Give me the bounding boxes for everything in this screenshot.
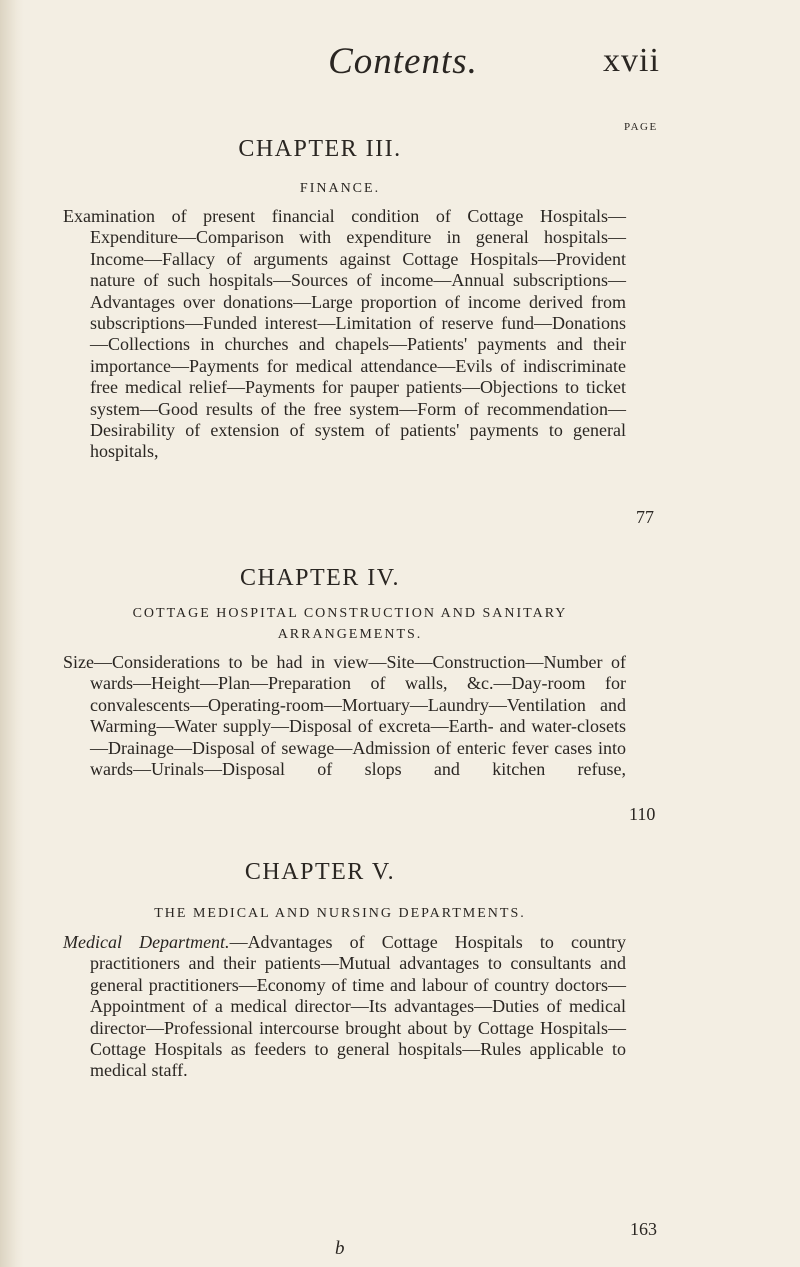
chapter-summary-5-text: —Advantages of Cottage Hospitals to country practitioners and their patients—Mutual advantages to consultants and general practitioners—Economy of time and labour of country doctors—Appointment of a medical director—Its advantages—Duties of medical director—Professional intercourse brought about by Cottage Hospitals—Cottage Hospitals as feeders to general hospitals—Rules applicable to medical staff.	[90, 932, 626, 1081]
signature-mark: b	[335, 1238, 345, 1259]
page-number-chapter-3: 77	[636, 507, 654, 527]
page-number-chapter-4: 110	[629, 804, 656, 824]
page-number-chapter-5: 163	[630, 1219, 657, 1239]
binding-gutter-shadow	[0, 0, 24, 1267]
running-head-title: Contents.	[328, 41, 478, 82]
section-lead-in: Medical Department.	[63, 932, 230, 952]
chapter-summary-3: Examination of present financial condition of Cottage Hospitals—Expenditure—Comparison with expenditure in general hospitals—Income—Fallacy of arguments against Cottage Hospitals—Provident nature of such hospitals—Sources of income—Annual subscriptions—Advantages over donations—Large proportion of income derived from subscriptions—Funded interest—Limitation of reserve fund—Donations—Collections in churches and chapels—Patients' payments and their importance—Payments for medical attendance—Evils of indiscriminate free medical relief—Payments for pauper patients—Objections to ticket system—Good results of the free system—Form of recommendation—Desirability of extension of system of patients' payments to general hospitals,	[63, 206, 626, 462]
page-folio: xvii	[603, 42, 660, 79]
chapter-heading-4: CHAPTER IV.	[239, 565, 401, 591]
chapter-subtitle-4: COTTAGE HOSPITAL CONSTRUCTION AND SANITARY ARRANGEMENTS.	[132, 606, 568, 642]
chapter-heading-3: CHAPTER III.	[238, 136, 402, 162]
page-column-label: PAGE	[624, 121, 658, 133]
chapter-subtitle-5: THE MEDICAL AND NURSING DEPARTMENTS.	[154, 906, 526, 921]
chapter-heading-5: CHAPTER V.	[244, 859, 396, 885]
chapter-summary-4: Size—Considerations to be had in view—Site—Construction—Number of wards—Height—Plan—Preparation of walls, &c.—Day-room for convalescents—Operating-room—Mortuary—Laundry—Ventilation and Warming—Water supply—Disposal of excreta—Earth- and water-closets—Drainage—Disposal of sewage—Admission of enteric fever cases into wards—Urinals—Disposal of slops and kitchen refuse,	[63, 652, 626, 780]
chapter-subtitle-3: FINANCE.	[299, 181, 381, 196]
chapter-summary-5	[63, 932, 626, 1082]
